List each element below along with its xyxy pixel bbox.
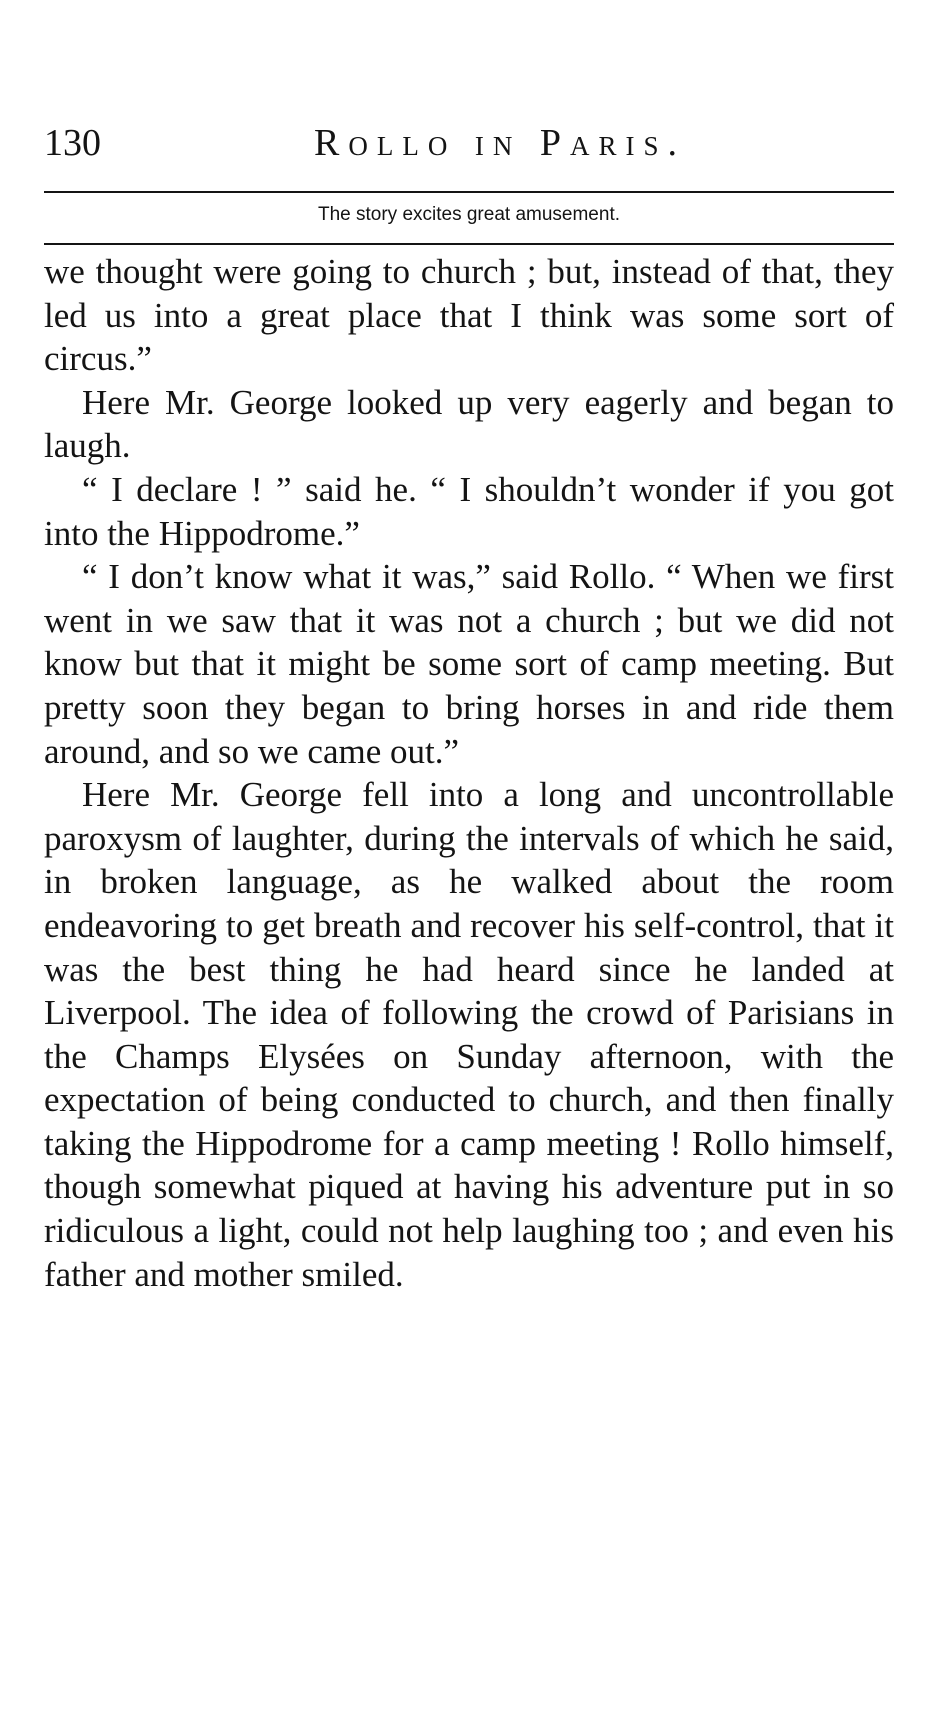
paragraph: “ I don’t know what it was,” said Rollo. “ When we first went in we saw that it was not a church ; but we did not know but that it might be some sort of camp meeting. But pretty soon they began to bring horses in and ride them around, and so we came out.” (44, 557, 894, 771)
paragraph: Here Mr. George fell into a long and uncontrollable paroxysm of laughter, during the intervals of which he said, in broken language, as he walked about the room endeavoring to get breath and recover his self-control, that it was the best thing he had heard since he landed at Liverpool. The idea of following the crowd of Parisians in the Champs Elysées on Sunday afternoon, with the expectation of being conducted to church, and then finally taking the Hippodrome for a camp meeting ! Rollo himself, though somewhat piqued at having his adventure put in so ridiculous a light, could not help laughing too ; and even his father and mother smiled. (44, 775, 894, 1294)
paragraph: “ I declare ! ” said he. “ I shouldn’t wonder if you got into the Hippodrome.” (44, 469, 894, 553)
book-page (44, 0, 894, 1709)
paragraph-continued: we thought were going to church ; but, instead of that, they led us into a great place that I think was some sort of circus.” (44, 252, 894, 379)
body-text (44, 250, 894, 1296)
header-rule-bottom (44, 243, 894, 245)
header-rule-top (44, 191, 894, 193)
page-number: 130 (44, 122, 101, 164)
paragraph: Here Mr. George looked up very eagerly and began to laugh. (44, 382, 894, 466)
book-title: Rollo in Paris. (314, 122, 686, 164)
page-caption: The story excites great amusement. (317, 204, 620, 225)
running-head (44, 118, 894, 168)
